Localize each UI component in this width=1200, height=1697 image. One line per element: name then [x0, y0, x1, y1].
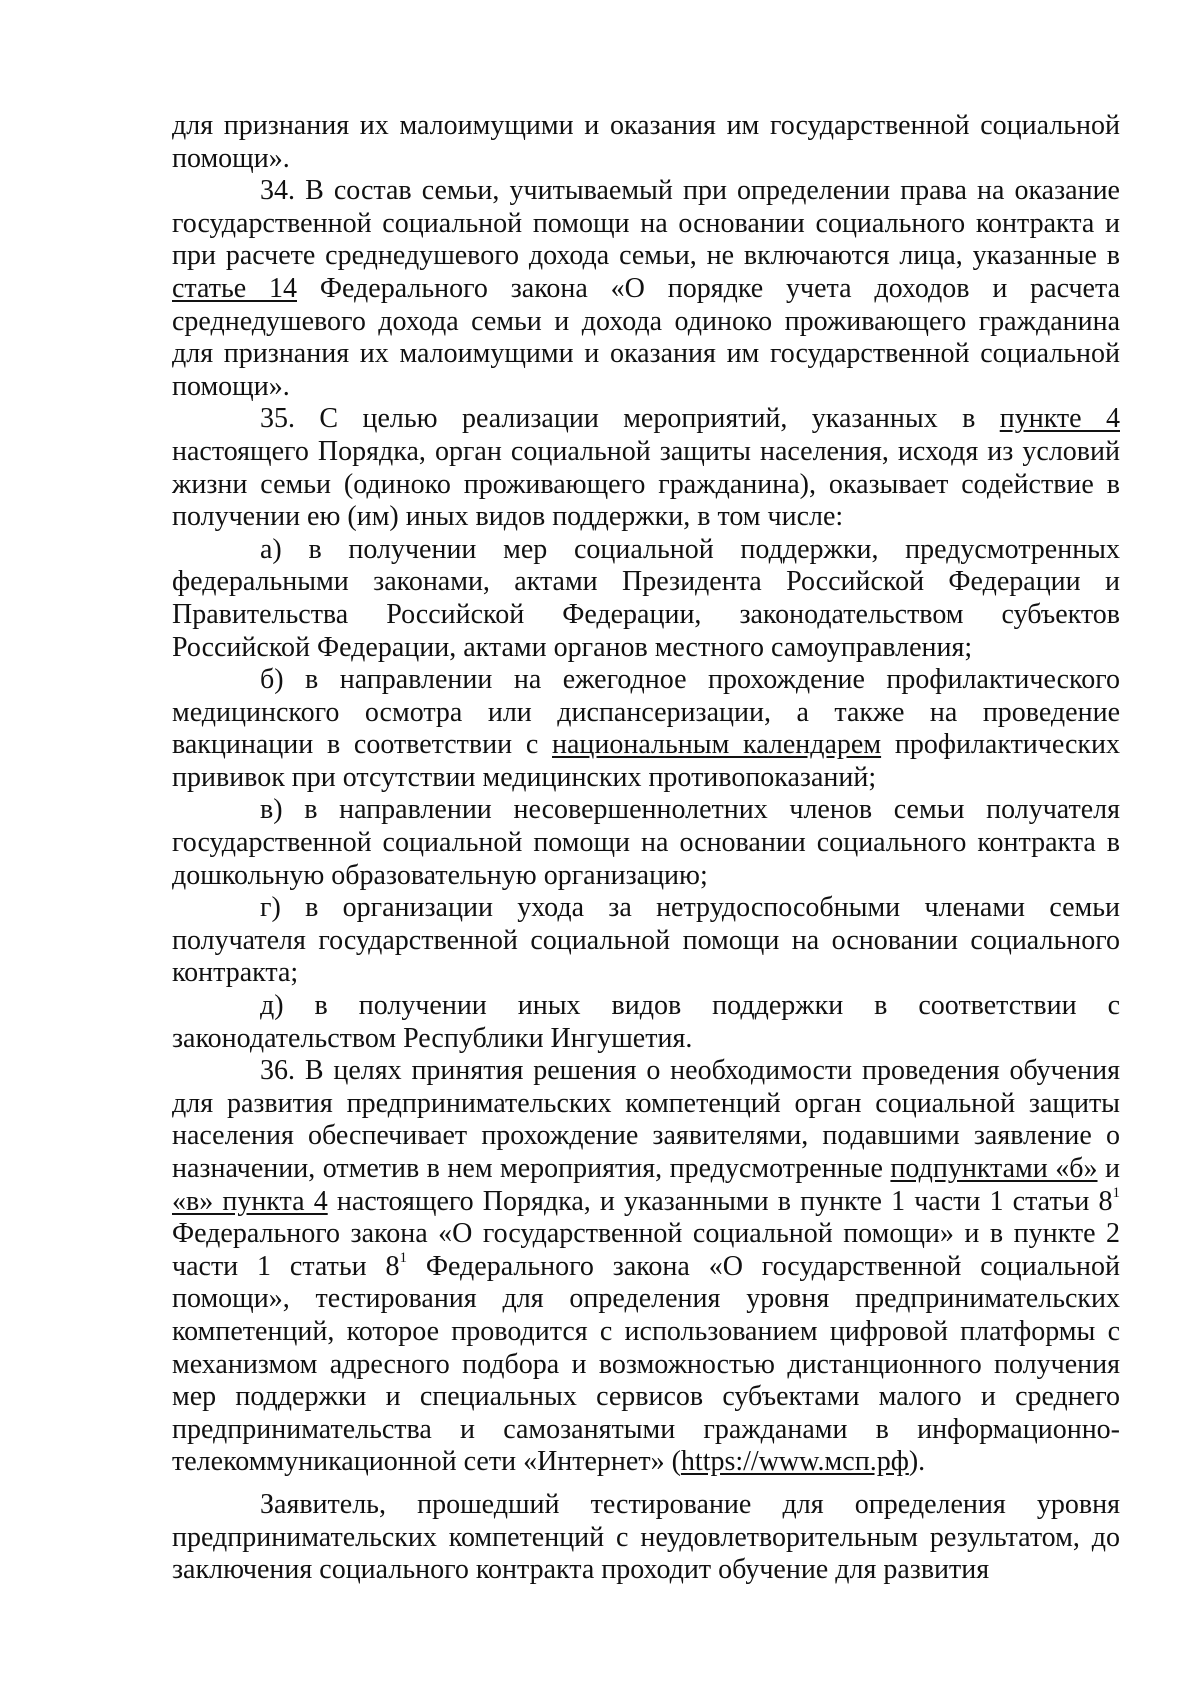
paragraph-35-v: [172, 794, 1120, 892]
paragraph-35-d: [172, 990, 1120, 1055]
link-national-calendar[interactable]: национальным календарем: [552, 729, 882, 761]
paragraph-35-v-text: в) в направлении несовершеннолетних членов семьи получателя государственной социальной помощи на основании социального контракта в дошкольную образовательную организацию;: [172, 794, 1120, 891]
paragraph-34-lead: 34. В состав семьи, учитываемый при определении права на оказание государственной социальной помощи на основании социального контракта и при расчете среднедушевого дохода семьи, не включаются лица, указанные в: [172, 175, 1120, 272]
paragraph-36-part3: Федерального закона «О государственной социальной помощи» и в пункте 2 части 1 статьи 8: [172, 1218, 1120, 1282]
paragraph-36-end: ).: [908, 1446, 926, 1478]
paragraph-36-part4: Федерального закона «О государственной социальной помощи», тестирования для определения уровня предпринимательских компетенций, которое проводится с использованием цифровой платформы с механизмом адресного подбора и возможностью дистанционного получения мер поддержки и специальных сервисов субъектами малого и среднего предпринимательства и самозанятыми гражданами в информационно-телекоммуникационной сети «Интернет» (: [172, 1250, 1120, 1478]
paragraph-35-a-text: а) в получении мер социальной поддержки, предусмотренных федеральными законами, актами Президента Российской Федерации и Правительства Российской Федерации, законодательством субъектов Российской Федерации, актами органов местного самоуправления;: [172, 533, 1120, 663]
document-page: [172, 110, 1120, 1587]
superscript-1: 1: [1112, 1185, 1120, 1202]
paragraph-applicant: [172, 1489, 1120, 1587]
paragraph-35-tail: настоящего Порядка, орган социальной защиты населения, исходя из условий жизни семьи (одиноко проживающего гражданина), оказывает содействие в получении ею (им) иных видов поддержки, в том числе:: [172, 435, 1120, 533]
paragraph-35: [172, 403, 1120, 533]
superscript-1-second: 1: [399, 1250, 407, 1267]
paragraph-applicant-text: Заявитель, прошедший тестирование для определения уровня предпринимательских компетенций с неудовлетворительным результатом, до заключения социального контракта проходит обучение для развития: [172, 1488, 1120, 1586]
paragraph-intro-text: для признания их малоимущими и оказания им государственной социальной помощи».: [172, 110, 1120, 174]
paragraph-35-lead: 35. С целью реализации мероприятий, указанных в: [260, 403, 976, 435]
paragraph-36-part2: настоящего Порядка, и указанными в пункте 1 части 1 статьи 8: [336, 1185, 1113, 1217]
paragraph-35-a: [172, 534, 1120, 664]
paragraph-35-b-lead: б) в направлении на ежегодное прохождение профилактического медицинского осмотра или диспансеризации, а также на проведение вакцинации в соответствии с: [172, 664, 1120, 761]
paragraph-35-g-text: г) в организации ухода за нетрудоспособными членами семьи получателя государственной социальной помощи на основании социального контракта;: [172, 892, 1120, 989]
link-point-4[interactable]: пункте 4: [999, 403, 1120, 435]
paragraph-intro: [172, 110, 1120, 175]
paragraph-35-b: [172, 664, 1120, 794]
link-msp-url[interactable]: https://www.мсп.рф: [680, 1446, 909, 1478]
paragraph-34-tail: Федерального закона «О порядке учета доходов и расчета среднедушевого дохода семьи и дохода одиноко проживающего гражданина для признания их малоимущими и оказания им государственной социальной помощи».: [172, 272, 1120, 402]
paragraph-36-part1: 36. В целях принятия решения о необходимости проведения обучения для развития предпринимательских компетенций орган социальной защиты населения обеспечивает прохождение заявителями, подавшими заявление о назначении, отметив в нем мероприятия, предусмотренные: [172, 1055, 1120, 1184]
paragraph-35-g: [172, 892, 1120, 990]
paragraph-35-b-tail: профилактических прививок при отсутствии медицинских противопоказаний;: [172, 729, 1121, 793]
link-subpoint-v-point-4[interactable]: «в» пункта 4: [172, 1185, 328, 1217]
link-subpoints-b[interactable]: подпунктами «б»: [890, 1153, 1098, 1184]
paragraph-36: [172, 1055, 1120, 1479]
paragraph-34: [172, 175, 1120, 403]
link-article-14[interactable]: статье 14: [172, 272, 297, 304]
paragraph-35-d-text: д) в получении иных видов поддержки в соответствии с законодательством Республики Ингушетия.: [172, 990, 1120, 1054]
paragraph-36-and: и: [1105, 1153, 1120, 1184]
